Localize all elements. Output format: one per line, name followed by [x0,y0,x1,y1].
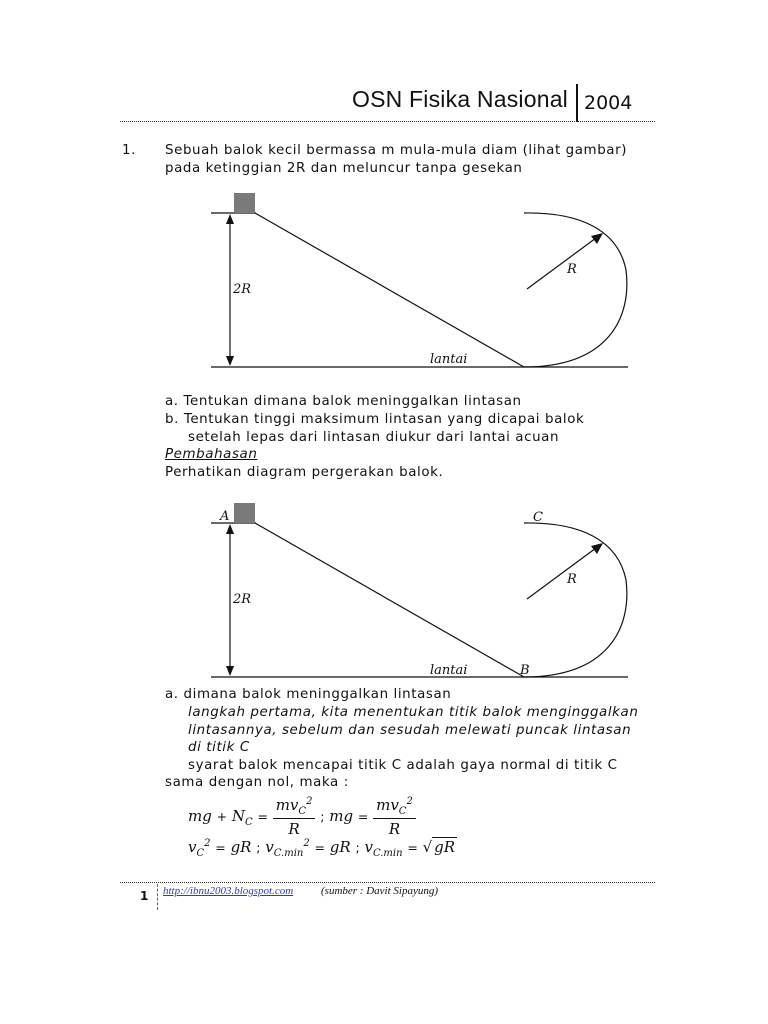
fig1-block [234,193,255,213]
footer-blog-link[interactable]: http://ibnu2003.blogspot.com [163,885,294,897]
condition-line1: syarat balok mencapai titik C adalah gaya normal di titik C [188,758,618,773]
page-header-title: OSN Fisika Nasional [352,86,568,112]
solution-heading: Pembahasan [165,447,258,462]
fig2-point-c: C [533,510,543,525]
page-number: 1 [140,889,149,903]
question-a: a. Tentukan dimana balok meninggalkan lintasan [165,394,522,409]
fig2-radius-arrow [527,548,596,599]
eq1-fraction-2: $\frac{mv_C^2}{R}$ [373,796,416,838]
equation-1: mg + $N_C$ = $\frac{mv_C^2}{R}$ ; mg = $\frac{mv_C^2}{R}$ [188,796,416,838]
equation-2: $v_C^2$ = gR ; $v_{C.min}^2$ = gR ; $v_{C.min}$ = √ gR [188,838,456,859]
fig1-height-label: 2R [233,282,252,297]
fig2-block [234,503,255,523]
solution-intro: Perhatikan diagram pergerakan balok. [165,465,444,480]
fig2-radius-label: R [567,572,577,587]
fig2-height-label: 2R [233,592,252,607]
step-line1: langkah pertama, kita menentukan titik balok menginggalkan [188,705,639,720]
condition-line2: sama dengan nol, maka : [165,775,349,790]
fig2-point-b: B [520,663,530,678]
step-line3: di titik C [188,740,250,755]
fig1-radius-arrow [527,238,596,289]
step-line2: lintasannya, sebelum dan sesudah melewati puncak lintasan [188,723,632,738]
fig2-loop [524,523,627,677]
fig1-radius-label: R [567,262,577,277]
question-b-line1: b. Tentukan tinggi maksimum lintasan yang dicapai balok [165,412,585,427]
fig1-floor-label: lantai [430,352,468,367]
header-year: 2004 [584,92,633,114]
eq1-fraction-1: $\frac{mv_C^2}{R}$ [273,796,316,838]
footer-source: (sumber : Davit Sipayung) [321,885,439,897]
part-a-title: a. dimana balok meninggalkan lintasan [165,687,452,702]
footer-rule [120,882,655,883]
fig2-point-a: A [220,509,230,524]
fig2-slope [255,523,524,677]
problem-number: 1. [122,143,136,158]
question-b-line2: setelah lepas dari lintasan diukur dari lantai acuan [188,430,560,445]
fig1-slope [255,213,524,367]
fig2-floor-label: lantai [430,663,468,678]
problem-statement-line1: Sebuah balok kecil bermassa m mula-mula diam (lihat gambar) [165,143,628,158]
footer-divider [157,884,158,910]
fig1-loop [524,213,627,367]
problem-statement-line2: pada ketinggian 2R dan meluncur tanpa gesekan [165,161,523,176]
